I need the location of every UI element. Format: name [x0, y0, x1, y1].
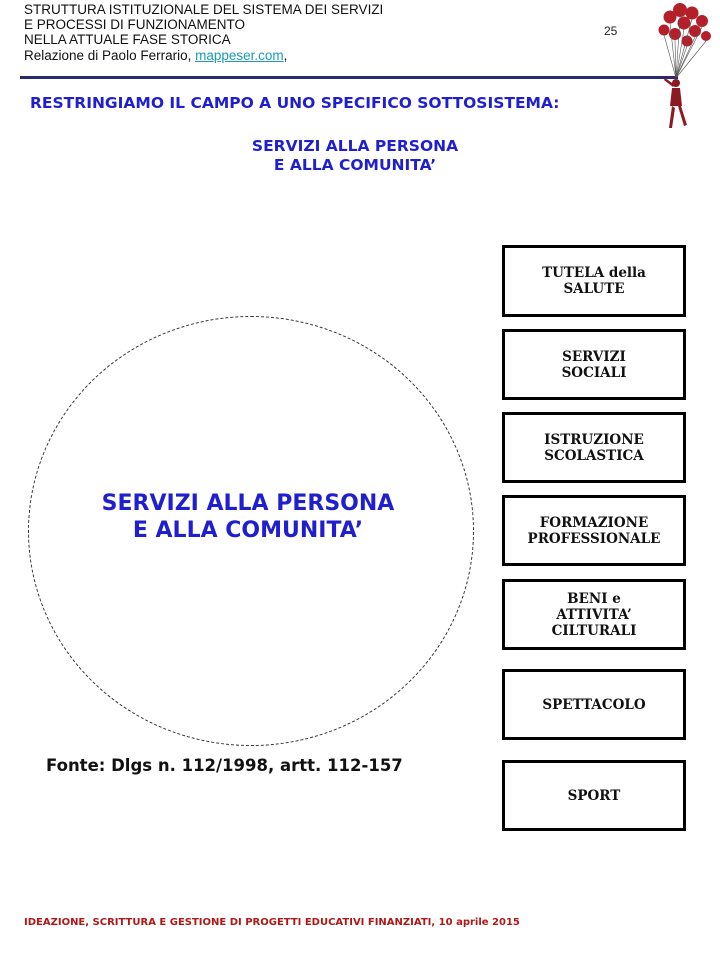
header-line-1: STRUTTURA ISTITUZIONALE DEL SISTEMA DEI SERVIZI: [24, 2, 384, 17]
sector-box-sport: SPORT: [502, 760, 686, 831]
source-note: Fonte: Dlgs n. 112/1998, artt. 112-157: [46, 756, 403, 775]
header-line-2: E PROCESSI DI FUNZIONAMENTO: [24, 17, 246, 32]
sector-box-istruzione-scolastica: ISTRUZIONE SCOLASTICA: [502, 412, 686, 483]
subheading-line-1: SERVIZI ALLA PERSONA: [251, 137, 459, 155]
slide-subheading: [180, 137, 530, 175]
sector-box-formazione-professionale: FORMAZIONE PROFESSIONALE: [502, 495, 686, 566]
circle-label: [28, 490, 468, 544]
circle-label-line-1: SERVIZI ALLA PERSONA: [101, 491, 395, 516]
balloon-girl-logo-icon: [642, 0, 718, 136]
circle-label-line-2: E ALLA COMUNITA’: [132, 518, 364, 543]
sector-box-servizi-sociali: SERVIZI SOCIALI: [502, 329, 686, 400]
sector-box-tutela-salute: TUTELA della SALUTE: [502, 245, 686, 317]
footer-text: IDEAZIONE, SCRITTURA E GESTIONE DI PROGETTI EDUCATIVI FINANZIATI, 10 aprile 2015: [24, 917, 520, 928]
header-block: [24, 2, 484, 63]
author-prefix: Relazione di Paolo Ferrario,: [24, 48, 196, 63]
author-suffix: ,: [283, 48, 288, 63]
sector-box-spettacolo: SPETTACOLO: [502, 669, 686, 740]
slide-headline: RESTRINGIAMO IL CAMPO A UNO SPECIFICO SOTTOSISTEMA:: [30, 94, 560, 112]
subheading-line-2: E ALLA COMUNITA’: [273, 156, 437, 174]
author-link[interactable]: mappeser.com: [195, 48, 284, 63]
author-line: [24, 48, 484, 63]
sector-box-beni-attivita-culturali: BENI e ATTIVITA’ CILTURALI: [502, 579, 686, 650]
page-number: 25: [604, 24, 618, 38]
header-divider: [20, 76, 678, 79]
header-line-3: NELLA ATTUALE FASE STORICA: [24, 32, 231, 47]
